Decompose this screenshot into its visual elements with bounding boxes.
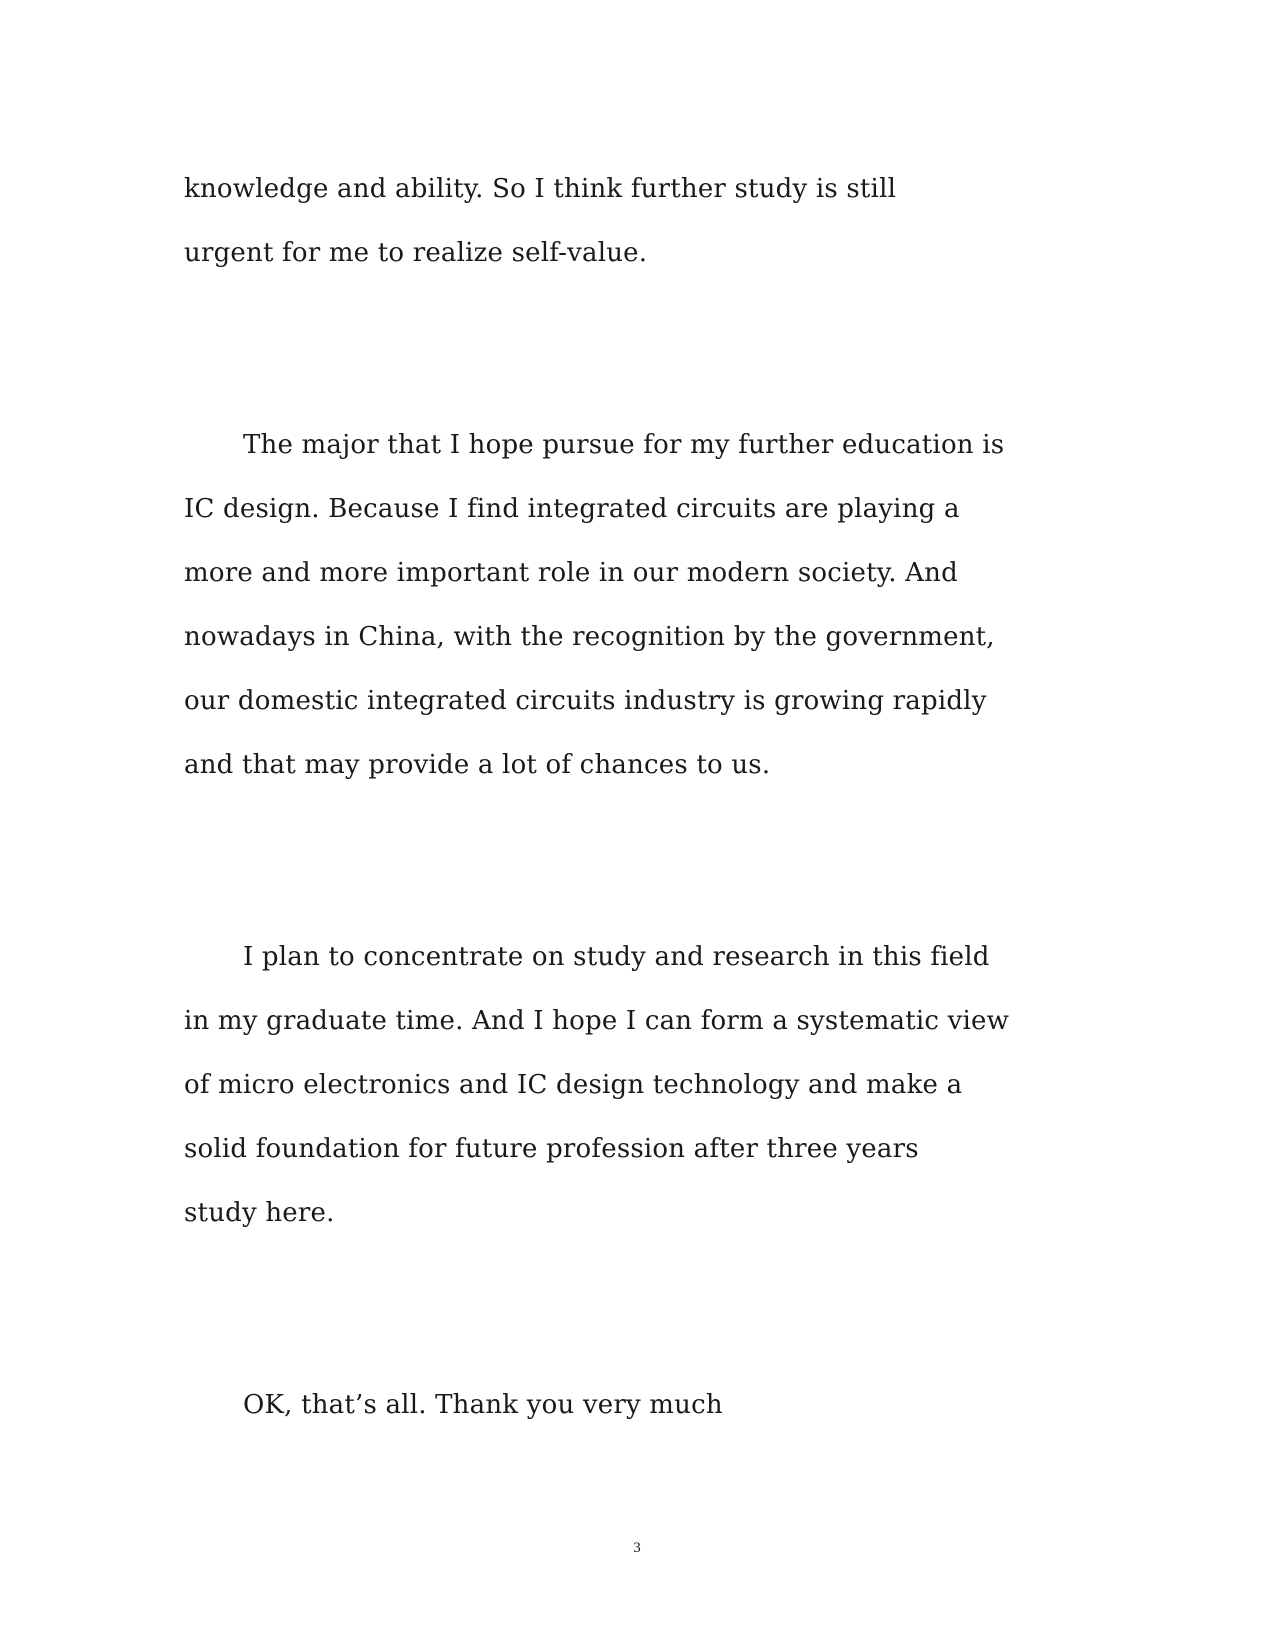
paragraph-2-line-2: IC design. Because I find integrated circuits are playing a — [184, 494, 960, 524]
paragraph-2-line-3: more and more important role in our modern society. And — [184, 558, 958, 588]
paragraph-2-line-1: The major that I hope pursue for my further education is — [243, 430, 1005, 460]
paragraph-1-line-2: urgent for me to realize self-value. — [184, 238, 648, 268]
paragraph-3-line-3: of micro electronics and IC design technology and make a — [184, 1070, 963, 1100]
paragraph-3-line-5: study here. — [184, 1198, 335, 1228]
paragraph-3-line-4: solid foundation for future profession after three years — [184, 1134, 919, 1164]
paragraph-3-line-2: in my graduate time. And I hope I can form a systematic view — [184, 1006, 1010, 1036]
paragraph-1-line-1: knowledge and ability. So I think further study is still — [184, 174, 897, 204]
paragraph-2-line-5: our domestic integrated circuits industry is growing rapidly — [184, 686, 987, 716]
paragraph-4-line-1: OK, that’s all. Thank you very much — [243, 1390, 723, 1420]
paragraph-3-line-1: I plan to concentrate on study and research in this field — [243, 942, 990, 972]
page-number: 3 — [633, 1540, 641, 1556]
paragraph-2-line-6: and that may provide a lot of chances to us. — [184, 750, 771, 780]
paragraph-2-line-4: nowadays in China, with the recognition by the government, — [184, 622, 995, 652]
